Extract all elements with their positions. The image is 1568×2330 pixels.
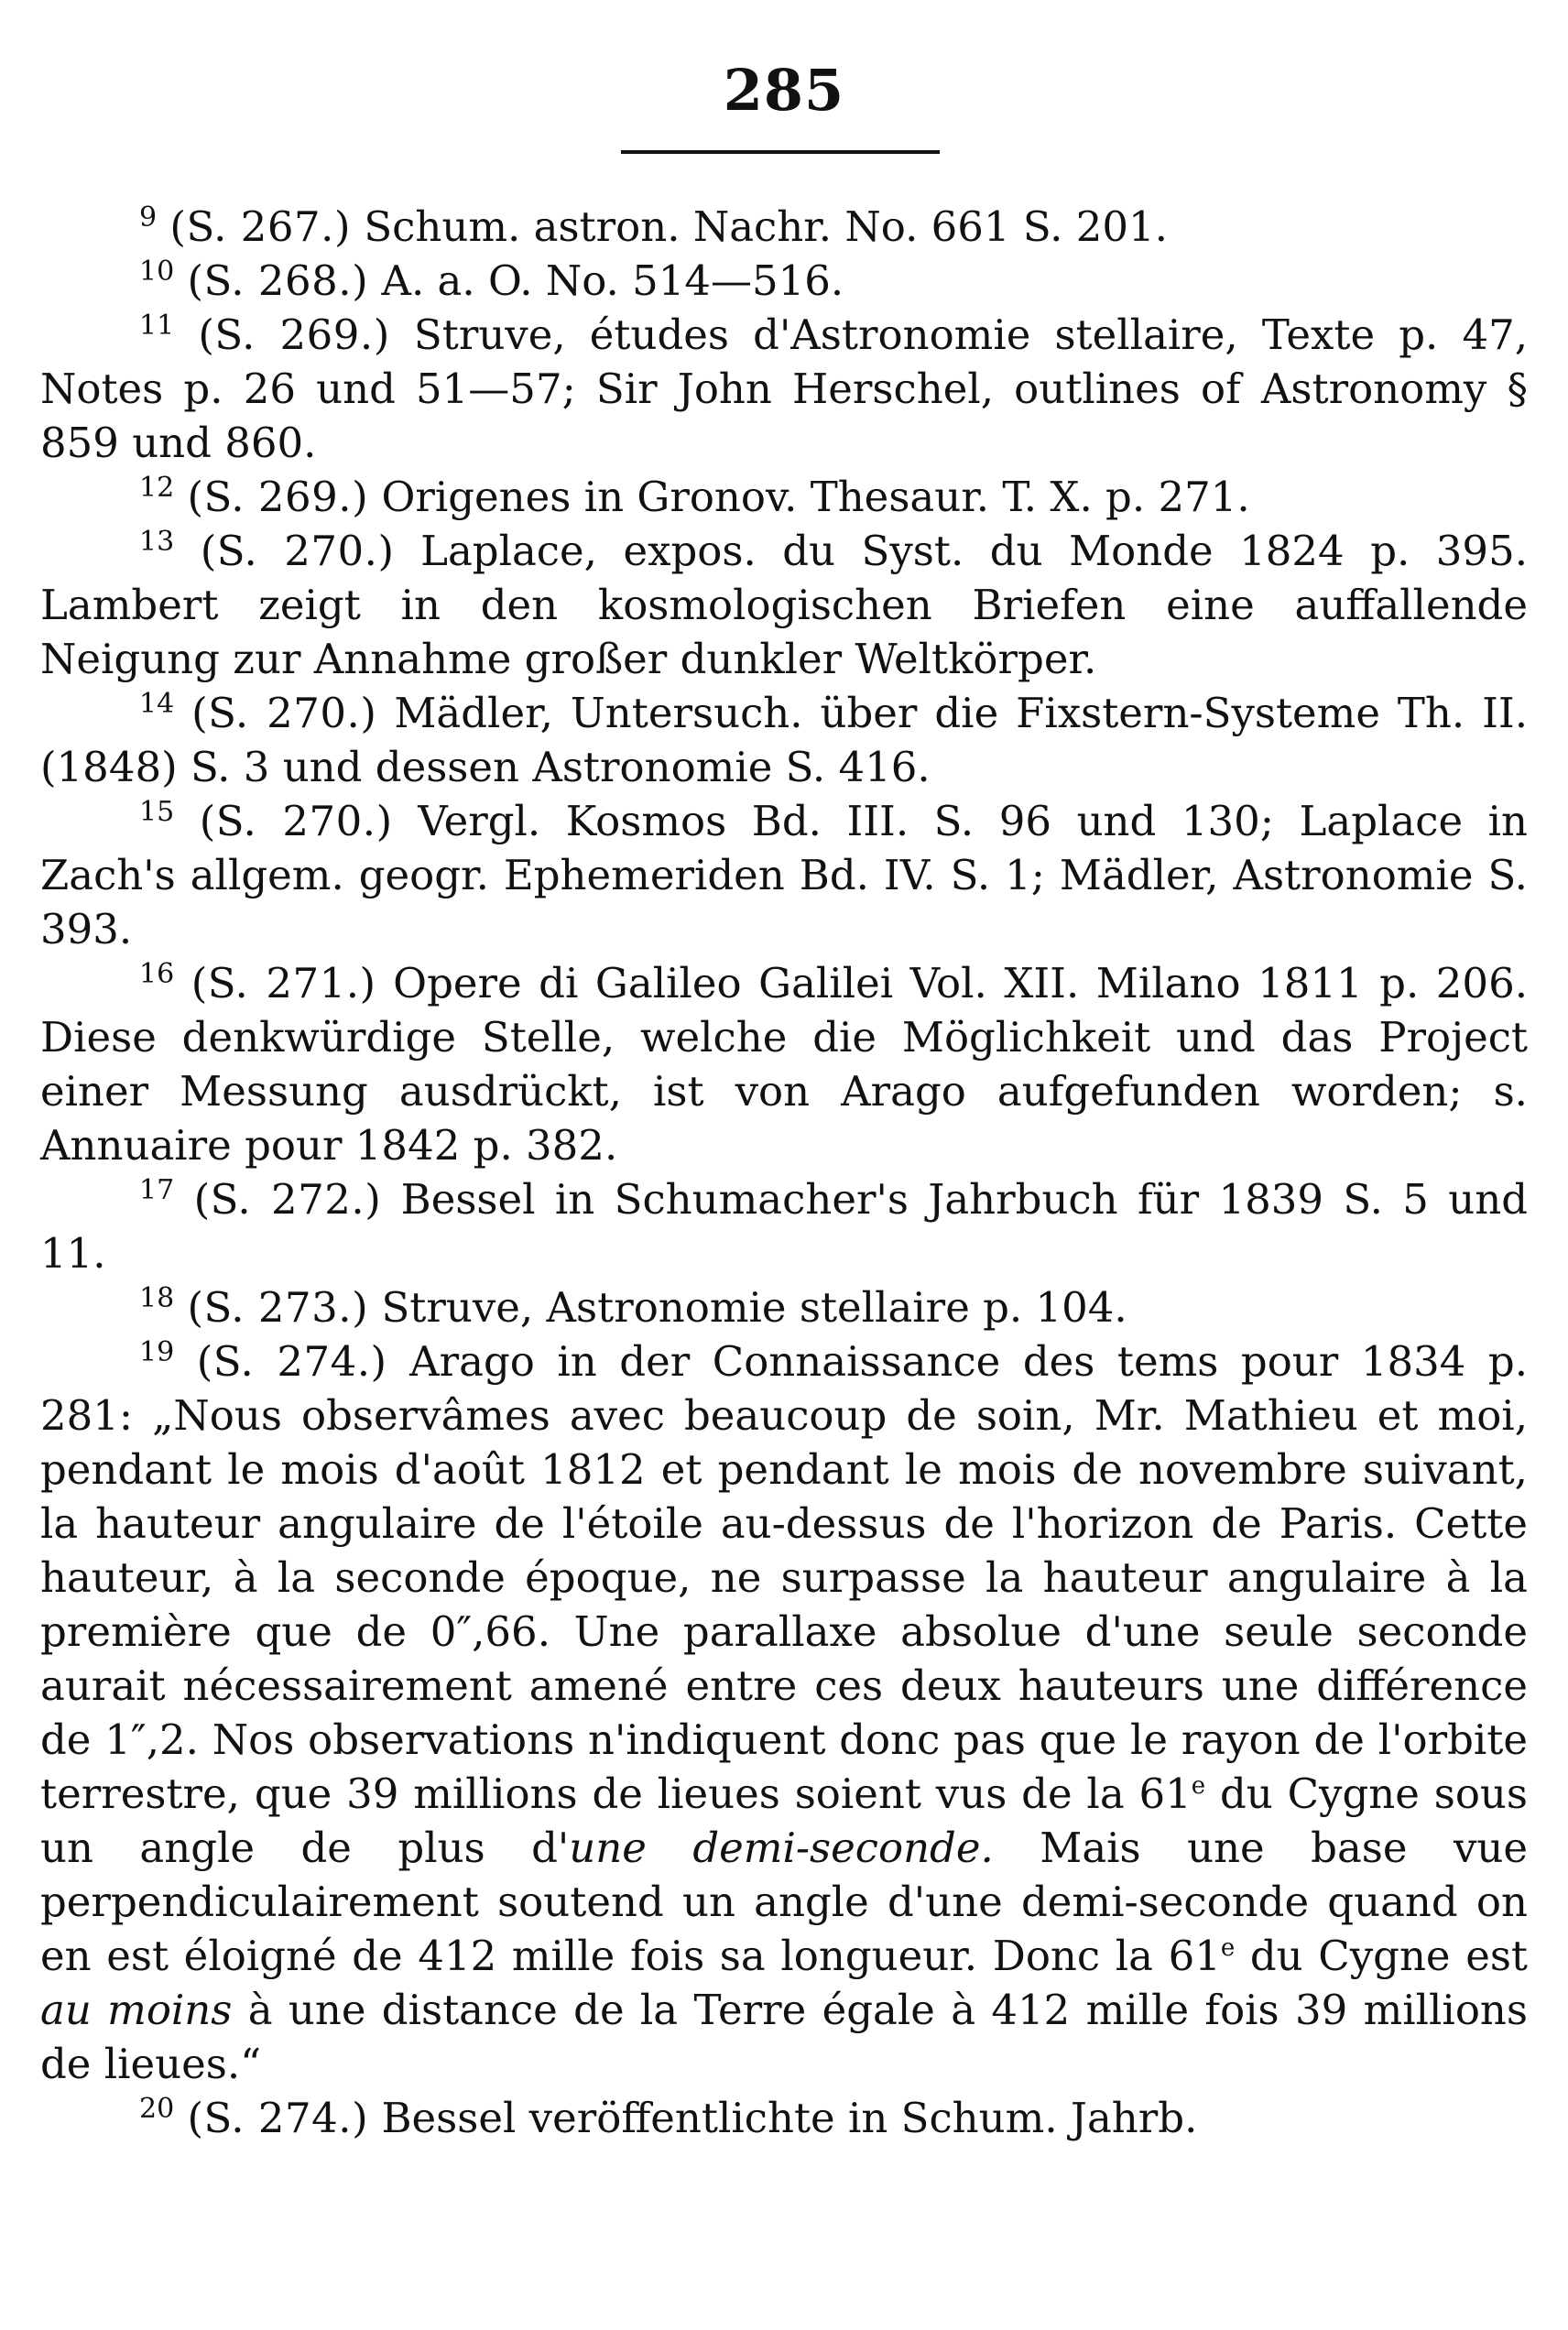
footnote-ref: (S. 269.) — [187, 473, 369, 521]
footnote-text: Mädler, Untersuch. über die Fixstern-Systeme Th. II. (1848) S. 3 und dessen Astronomie S. 416. — [40, 689, 1529, 791]
page-number: 285 — [723, 57, 845, 124]
footnote-text: Struve, études d'Astronomie stellaire, Texte p. 47, Notes p. 26 und 51—57; Sir John Herschel, outlines of Astronomy § 859 und 860. — [40, 310, 1529, 467]
italic-phrase: une demi-seconde. — [569, 1824, 994, 1872]
footnote-16 — [40, 956, 1528, 1172]
footnote-13 — [40, 524, 1528, 686]
footnote-text-mid3: du Cygne est — [1235, 1932, 1528, 1980]
footnote-number: 12 — [139, 472, 175, 504]
footnote-9 — [40, 200, 1528, 254]
footnotes — [40, 200, 1528, 2145]
footnote-number: 11 — [139, 310, 175, 342]
footnote-text-mid: du Cygne sous un angle de plus d' — [40, 1769, 1529, 1872]
superscript-e: e — [1191, 1772, 1206, 1800]
footnote-text: A. a. O. No. 514—516. — [381, 256, 844, 305]
footnote-11 — [40, 308, 1528, 470]
footnote-ref: (S. 271.) — [191, 959, 376, 1007]
footnote-ref: (S. 270.) — [199, 797, 393, 845]
footnote-12 — [40, 470, 1528, 524]
footnote-text: Opere di Galileo Galilei Vol. XII. Milano 1811 p. 206. Diese denkwürdige Stelle, welche die Möglichkeit und das Project einer Messung ausdrückt, ist von Arago aufgefunden worden; s. Annuaire pour 1842 p. 382. — [40, 959, 1529, 1170]
footnote-number: 15 — [139, 796, 175, 828]
footnote-text: Bessel veröffentlichte in Schum. Jahrb. — [381, 2094, 1198, 2142]
footnote-number: 13 — [139, 526, 175, 558]
footnote-text-end: à une distance de la Terre égale à 412 mille fois 39 millions de lieues.“ — [40, 1986, 1528, 2088]
header-rule — [621, 150, 940, 154]
footnote-ref: (S. 273.) — [187, 1283, 369, 1332]
footnote-ref: (S. 270.) — [191, 689, 377, 737]
footnote-15 — [40, 794, 1528, 956]
footnote-ref: (S. 269.) — [198, 310, 390, 359]
footnote-text: Origenes in Gronov. Thesaur. T. X. p. 271. — [381, 473, 1250, 521]
footnote-text: Vergl. Kosmos Bd. III. S. 96 und 130; Laplace in Zach's allgem. geogr. Ephemeriden Bd. IV. S. 1; Mädler, Astronomie S. 393. — [40, 797, 1528, 953]
footnote-text: Laplace, expos. du Syst. du Monde 1824 p. 395. Lambert zeigt in den kosmologischen Briefen eine auffallende Neigung zur Annahme großer dunkler Weltkörper. — [40, 527, 1529, 683]
footnote-10 — [40, 254, 1528, 308]
footnote-number: 9 — [139, 201, 158, 234]
footnote-ref: (S. 267.) — [169, 202, 352, 251]
footnote-ref: (S. 270.) — [200, 527, 395, 575]
footnote-number: 17 — [139, 1174, 175, 1206]
footnote-18 — [40, 1280, 1528, 1334]
footnote-ref: (S. 268.) — [187, 256, 369, 305]
footnote-14 — [40, 686, 1528, 794]
footnote-number: 14 — [139, 688, 175, 720]
footnote-number: 20 — [139, 2093, 175, 2125]
footnote-number: 18 — [139, 1282, 175, 1314]
footnote-number: 19 — [139, 1336, 175, 1368]
superscript-e: e — [1220, 1934, 1236, 1962]
footnote-text-intro: Arago in der Connaissance des tems pour 1834 p. 281: „Nous observâmes avec beaucoup de soin, Mr. Mathieu et moi, pendant le mois d'août 1812 et pendant le mois de novembre suivant, la hauteur angulaire de l'étoile au-dessus de l'horizon de Paris. Cette hauteur, à la seconde époque, ne surpasse la hauteur angulaire à la première que de 0″,66. Une parallaxe absolue d'une seule seconde aurait nécessairement amené entre ces deux hauteurs une différence de 1″,2. Nos observations n'indiquent donc pas que le rayon de l'orbite terrestre, que 39 millions de lieues soient vus de la 61 — [40, 1337, 1528, 1818]
footnote-17 — [40, 1172, 1528, 1280]
footnote-ref: (S. 272.) — [193, 1175, 382, 1224]
footnote-number: 16 — [139, 958, 175, 990]
italic-phrase: au moins — [40, 1986, 233, 2034]
footnote-20 — [40, 2091, 1528, 2145]
footnote-ref: (S. 274.) — [196, 1337, 387, 1386]
footnote-number: 10 — [139, 256, 175, 288]
footnote-ref: (S. 274.) — [187, 2094, 369, 2142]
footnote-text: Bessel in Schumacher's Jahrbuch für 1839 S. 5 und 11. — [40, 1175, 1529, 1278]
footnote-19 — [40, 1334, 1528, 2091]
footnote-text: Schum. astron. Nachr. No. 661 S. 201. — [364, 202, 1168, 251]
footnote-text-mid2: Mais une base vue perpendiculairement soutend un angle d'une demi-seconde quand on en est éloigné de 412 mille fois sa longueur. Donc la 61 — [40, 1824, 1528, 1980]
footnote-text: Struve, Astronomie stellaire p. 104. — [381, 1283, 1127, 1332]
